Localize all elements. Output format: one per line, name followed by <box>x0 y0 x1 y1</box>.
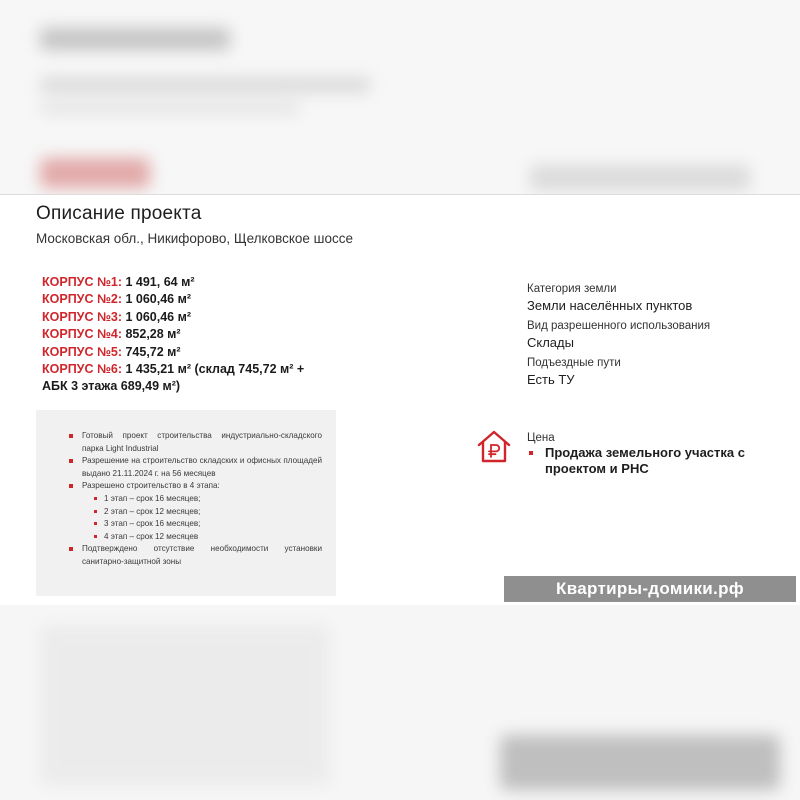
building-row <box>42 291 342 308</box>
building-label: КОРПУС №3: <box>42 309 122 324</box>
building-6-continuation: АБК 3 этажа 689,49 м²) <box>42 379 181 394</box>
bullet-icon <box>94 522 97 525</box>
price-label: Цена <box>527 432 555 444</box>
house-ruble-icon <box>474 426 514 466</box>
building-label: КОРПУС №4: <box>42 327 122 342</box>
project-info-box <box>36 410 336 596</box>
land-category-label: Категория земли <box>527 283 617 295</box>
info-item: Разрешено строительство в 4 этапа: 1 этап – срок 16 месяцев; 2 этап – срок 12 месяцев; 3 этап – срок 16 месяцев; 4 этап – срок 12 месяцев <box>82 480 322 543</box>
project-address: Московская обл., Никифорово, Щелковское шоссе <box>36 231 354 246</box>
blurred-block <box>40 625 330 785</box>
bullet-icon <box>94 497 97 500</box>
building-label: КОРПУС №5: <box>42 344 122 359</box>
permitted-use-value: Склады <box>527 335 574 350</box>
building-row <box>42 274 342 291</box>
bullet-icon <box>69 434 73 438</box>
blurred-dark-block <box>500 735 780 790</box>
building-label: КОРПУС №2: <box>42 292 122 307</box>
building-area: 1 491, 64 м² <box>122 275 195 289</box>
blurred-text-line <box>40 102 300 114</box>
stage-item: 3 этап – срок 16 месяцев; <box>104 518 322 531</box>
building-row <box>42 361 342 378</box>
building-area: 1 435,21 м² (склад 745,72 м² + <box>122 362 305 377</box>
land-properties <box>527 282 787 393</box>
building-row <box>42 344 342 361</box>
bullet-icon <box>69 484 73 488</box>
stage-item: 1 этап – срок 16 месяцев; <box>104 493 322 506</box>
access-roads-label: Подъездные пути <box>527 357 621 369</box>
blurred-footer-area <box>0 605 800 800</box>
access-roads-value: Есть ТУ <box>527 372 575 387</box>
blurred-header-area <box>0 0 800 195</box>
stage-item: 4 этап – срок 12 месяцев <box>104 531 322 544</box>
building-label: КОРПУС №6: <box>42 362 122 377</box>
building-row <box>42 309 342 326</box>
building-label: КОРПУС №1: <box>42 275 122 289</box>
buildings-list <box>42 274 342 396</box>
building-area: 745,72 м² <box>122 344 181 359</box>
site-watermark: Квартиры-домики.рф <box>504 576 796 602</box>
bullet-icon <box>69 547 73 551</box>
bullet-icon <box>69 459 73 463</box>
building-row <box>42 326 342 343</box>
bullet-icon <box>94 510 97 513</box>
bullet-icon <box>529 451 533 455</box>
info-item: Разрешение на строительство складских и офисных площадей выдано 21.11.2024 г. на 56 месяцев <box>82 455 322 480</box>
blurred-text-block <box>530 165 750 191</box>
building-area: 1 060,46 м² <box>122 309 192 324</box>
info-item: Готовый проект строительства индустриально-складского парка Light Industrial <box>82 430 322 455</box>
permitted-use-label: Вид разрешенного использования <box>527 320 711 332</box>
price-value: Продажа земельного участка с проектом и РНС <box>545 445 745 476</box>
blurred-heading <box>40 28 230 50</box>
building-area: 852,28 м² <box>122 327 181 342</box>
building-area: 1 060,46 м² <box>122 292 192 307</box>
bullet-icon <box>94 535 97 538</box>
stages-list <box>82 493 322 543</box>
stage-item: 2 этап – срок 12 месяцев; <box>104 506 322 519</box>
blurred-red-button <box>40 158 150 188</box>
info-item: Подтверждено отсутствие необходимости установки санитарно-защитной зоны <box>82 543 322 568</box>
blurred-text-line <box>40 78 370 92</box>
info-list <box>82 430 322 569</box>
page-title: Описание проекта <box>36 203 202 224</box>
land-category-value: Земли населённых пунктов <box>527 298 693 313</box>
